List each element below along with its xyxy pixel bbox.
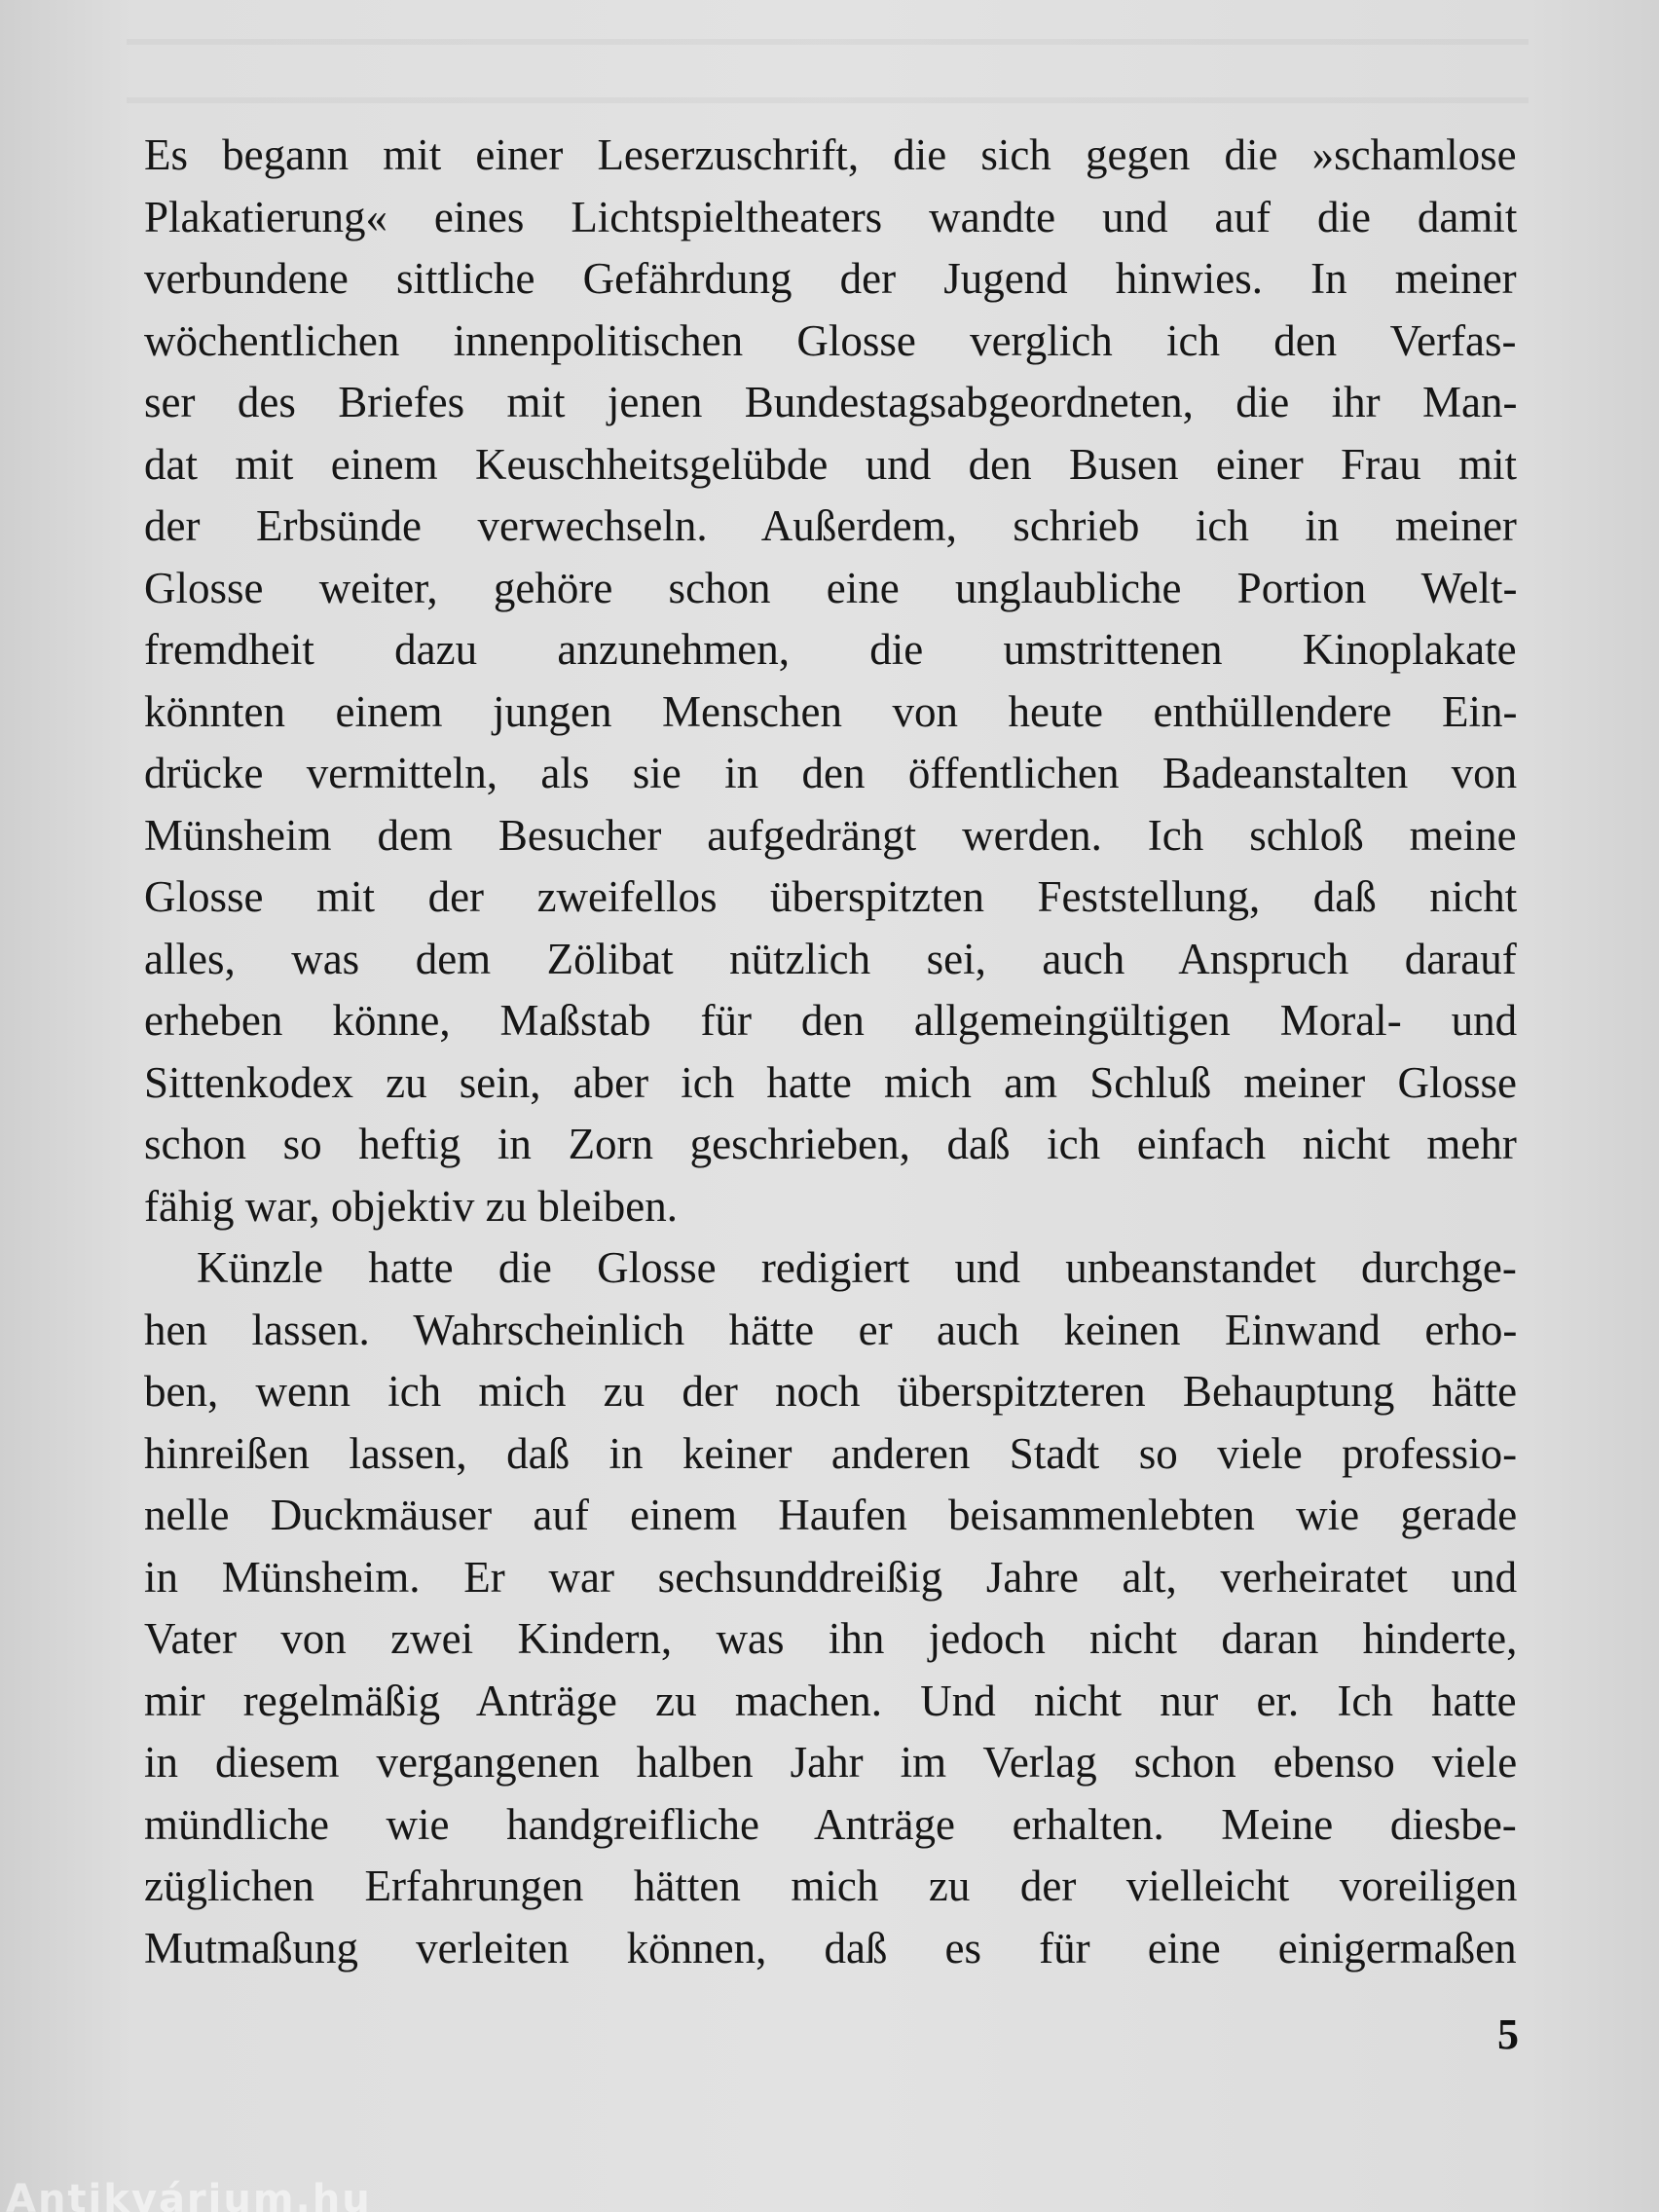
text-line: alles, was dem Zölibat nützlich sei, auch Anspruch darauf <box>144 934 1517 983</box>
text-line: ser des Briefes mit jenen Bundestagsabgeordneten, die ihr Man- <box>144 378 1517 426</box>
paragraph-start-line: Künzle hatte die Glosse redigiert und unbeanstandet durchge- <box>197 1243 1517 1292</box>
text-line: dat mit einem Keuschheitsgelübde und den Busen einer Frau mit <box>144 439 1517 489</box>
text-line: züglichen Erfahrungen hätten mich zu der vielleicht voreiligen <box>144 1862 1517 1910</box>
text-line: mündliche wie handgreifliche Anträge erhalten. Meine diesbe- <box>144 1799 1517 1849</box>
page-number: 5 <box>1497 2010 1519 2058</box>
text-line: Es begann mit einer Leserzuschrift, die sich gegen die »schamlose <box>144 130 1517 179</box>
text-line: hen lassen. Wahrscheinlich hätte er auch keinen Einwand erho- <box>144 1305 1517 1354</box>
show-through-text <box>127 39 1529 117</box>
text-line: in diesem vergangenen halben Jahr im Verlag schon ebenso viele <box>144 1738 1517 1787</box>
text-line: wöchentlichen innenpolitischen Glosse verglich ich den Verfas- <box>144 315 1517 365</box>
text-line: fremdheit dazu anzunehmen, die umstrittenen Kinoplakate <box>144 625 1517 674</box>
text-line: ben, wenn ich mich zu der noch überspitzteren Behauptung hätte <box>144 1367 1517 1416</box>
text-line: Mutmaßung verleiten können, daß es für eine einigermaßen <box>144 1923 1517 1972</box>
text-line: verbundene sittliche Gefährdung der Jugend hinwies. In meiner <box>144 254 1517 303</box>
text-line: Glosse weiter, gehöre schon eine unglaubliche Portion Welt- <box>144 563 1517 612</box>
text-line: Glosse mit der zweifellos überspitzten Feststellung, daß nicht <box>144 872 1517 921</box>
body-text <box>144 125 1517 1979</box>
text-line: könnten einem jungen Menschen von heute enthüllendere Ein- <box>144 686 1517 736</box>
text-line: Vater von zwei Kindern, was ihn jedoch nicht daran hinderte, <box>144 1614 1517 1663</box>
text-line: mir regelmäßig Anträge zu machen. Und nicht nur er. Ich hatte <box>144 1676 1517 1725</box>
watermark-text: Antikvárium.hu <box>6 2177 372 2212</box>
text-line: nelle Duckmäuser auf einem Haufen beisammenlebten wie gerade <box>144 1491 1517 1539</box>
text-line: in Münsheim. Er war sechsunddreißig Jahre alt, verheiratet und <box>144 1552 1517 1602</box>
text-line: Plakatierung« eines Lichtspieltheaters wandte und auf die damit <box>144 192 1517 241</box>
text-line: erheben könne, Maßstab für den allgemeingültigen Moral- und <box>144 996 1517 1045</box>
text-line: Münsheim dem Besucher aufgedrängt werden. Ich schloß meine <box>144 810 1517 860</box>
text-line: der Erbsünde verwechseln. Außerdem, schrieb ich in meiner <box>144 501 1517 550</box>
text-line: schon so heftig in Zorn geschrieben, daß ich einfach nicht mehr <box>144 1120 1517 1168</box>
text-line: hinreißen lassen, daß in keiner anderen Stadt so viele professio- <box>144 1428 1517 1478</box>
text-line: Sittenkodex zu sein, aber ich hatte mich am Schluß meiner Glosse <box>144 1057 1517 1107</box>
paragraph-end-line: fähig war, objektiv zu bleiben. <box>144 1181 679 1231</box>
text-line: drücke vermitteln, als sie in den öffentlichen Badeanstalten von <box>144 749 1517 797</box>
